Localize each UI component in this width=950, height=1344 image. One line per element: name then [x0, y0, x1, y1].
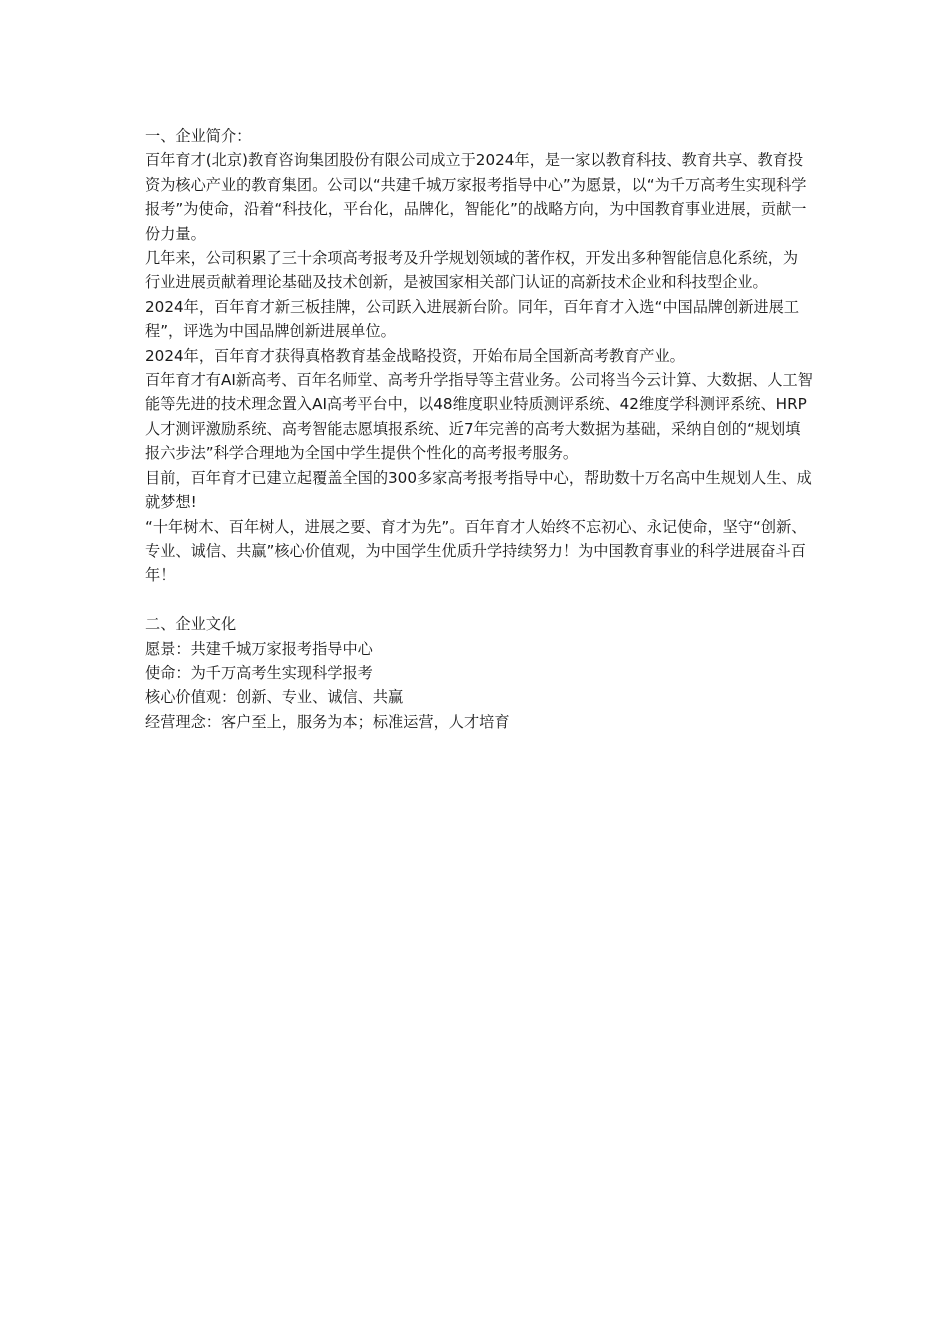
section-heading-company-intro: 一、企业简介：	[145, 127, 252, 145]
culture-core-values: 核心价值观：创新、专业、诚信、共赢	[145, 688, 404, 707]
section-heading-culture: 二、企业文化	[145, 615, 237, 634]
culture-mission: 使命：为千万高考生实现科学报考	[145, 663, 373, 682]
culture-business-philosophy: 经营理念：客户至上，服务为本；标准运营，人才培育	[145, 712, 510, 731]
intro-paragraph-overview: 百年育才(北京)教育咨询集团股份有限公司成立于2024年，是一家以教育科技、教育共享、教育投资为核心产业的教育集团。公司以“共建千城万家报考指导中心”为愿景，以“为千万高考生实现科学报考”为使命，沿着“科技化，平台化，品牌化，智能化”的战略方向，为中国教育事业进展，贡献一份力量。	[145, 151, 807, 243]
section-spacer	[145, 588, 813, 612]
intro-paragraph-listing: 2024年，百年育才新三板挂牌，公司跃入进展新台阶。同年，百年育才入选“中国品牌创新进展工程”，评选为中国品牌创新进展单位。	[145, 297, 800, 341]
intro-paragraph-business: 百年育才有AI新高考、百年名师堂、高考升学指导等主营业务。公司将当今云计算、大数据、人工智能等先进的技术理念置入AI高考平台中，以48维度职业特质测评系统、42维度学科测评系统、HRP人才测评激励系统、高考智能志愿填报系统、近7年完善的高考大数据为基础，采纳自创的“规划填报六步法”科学合理地为全国中学生提供个性化的高考报考服务。	[145, 371, 813, 463]
intro-paragraph-ip: 几年来，公司积累了三十余项高考报考及升学规划领域的著作权，开发出多种智能信息化系统，为行业进展贡献着理论基础及技术创新，是被国家相关部门认证的高新技术企业和科技型企业。	[145, 249, 799, 292]
intro-paragraph-motto: “十年树木、百年树人，进展之要、育才为先”。百年育才人始终不忘初心、永记使命，坚守“创新、专业、诚信、共赢”核心价值观，为中国学生优质升学持续努力！为中国教育事业的科学进展奋斗百年！	[145, 517, 807, 585]
intro-paragraph-centers: 目前，百年育才已建立起覆盖全国的300多家高考报考指导中心，帮助数十万名高中生规划人生、成就梦想!	[145, 468, 812, 512]
culture-vision: 愿景：共建千城万家报考指导中心	[145, 639, 373, 658]
document-page	[145, 124, 813, 734]
intro-paragraph-investment: 2024年，百年育才获得真格教育基金战略投资，开始布局全国新高考教育产业。	[145, 346, 685, 365]
